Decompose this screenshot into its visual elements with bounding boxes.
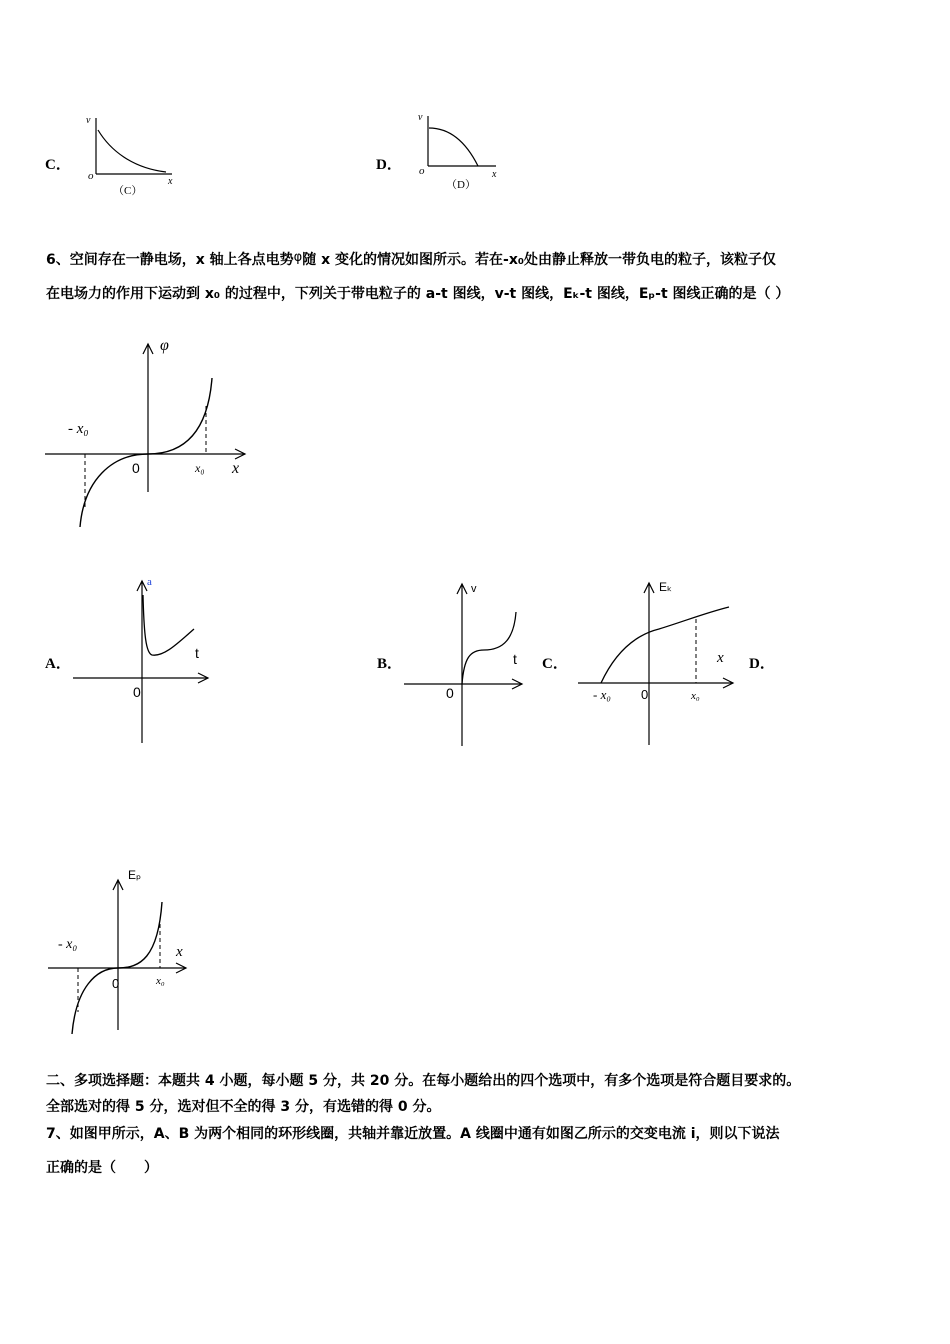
pos-x0-label: x₀: [195, 461, 205, 475]
q5-option-d-letter: D．: [376, 157, 402, 173]
y-axis-label: a: [147, 576, 152, 588]
a-t-curve: [143, 595, 194, 655]
x-axis-label: x: [232, 460, 240, 477]
origin-label: 0: [641, 687, 649, 702]
curve: [429, 128, 478, 166]
q5-option-d-graph: [410, 106, 520, 198]
section2-heading-line1: 二、多项选择题：本题共 4 小题，每小题 5 分，共 20 分。在每小题给出的四个选项中，有多个选项是符合题目要求的。: [46, 1073, 801, 1089]
q7-line1: 7、如图甲所示，A、B 为两个相同的环形线圈，共轴并靠近放置。A 线圈中通有如图乙所示的交变电流 i，则以下说法: [46, 1126, 780, 1142]
q6-line1: [46, 248, 776, 270]
x-axis-label: x: [492, 169, 497, 180]
q6-option-c-graph: [575, 575, 740, 750]
x-axis-label: x: [176, 944, 183, 960]
q6-line2: 在电场力的作用下运动到 x₀ 的过程中，下列关于带电粒子的 a-t 图线，v-t 图线，Eₖ-t 图线，Eₚ-t 图线正确的是（ ）: [46, 286, 790, 302]
q6-phi-x-graph: [40, 330, 260, 535]
x-axis-label: t: [513, 651, 517, 667]
q6-line1-part-b: 随 x 变化的情况如图所示。若在-x₀处由静止释放一带负电的粒子，该粒子仅: [302, 252, 776, 268]
q6-option-d-graph: [42, 862, 197, 1042]
origin-label: 0: [446, 685, 454, 701]
q6-phi-symbol: φ: [293, 250, 303, 265]
v-t-curve: [462, 612, 516, 684]
y-axis-label: Eₖ: [659, 580, 673, 594]
origin-label: o: [419, 165, 425, 177]
y-axis-label: φ: [160, 337, 169, 354]
q7-line2: 正确的是（ ）: [46, 1160, 158, 1176]
y-axis-label: v: [471, 583, 477, 595]
pos-x0-label: x₀: [691, 690, 700, 702]
curve: [98, 130, 166, 172]
q6-option-b-letter: B．: [377, 656, 403, 672]
q6-option-b-graph: [400, 578, 530, 748]
origin-label: 0: [112, 976, 120, 991]
q6-option-a-graph: [68, 575, 218, 750]
x-axis-label: t: [195, 645, 199, 661]
caption: （C）: [113, 185, 143, 197]
y-axis-label: v: [418, 112, 423, 123]
q5-option-c-letter: C．: [45, 157, 71, 173]
caption: （D）: [446, 179, 476, 191]
q5-option-c-graph: [80, 108, 190, 200]
q6-option-d-letter: D．: [749, 656, 775, 672]
neg-x0-label: - x₀: [68, 421, 89, 437]
q6-line1-part-a: 6、空间存在一静电场，x 轴上各点电势: [46, 252, 294, 268]
origin-label: o: [88, 170, 94, 182]
neg-x0-label: - x₀: [58, 937, 78, 952]
pos-x0-label: x₀: [156, 975, 165, 987]
neg-x0-label: - x₀: [593, 687, 611, 702]
q6-option-a-letter: A．: [45, 656, 71, 672]
y-axis-label: Eₚ: [128, 868, 142, 882]
x-axis-label: x: [168, 176, 173, 187]
section2-heading-line2: 全部选对的得 5 分，选对但不全的得 3 分，有选错的得 0 分。: [46, 1099, 441, 1115]
phi-curve: [80, 378, 212, 527]
origin-label: 0: [132, 460, 140, 476]
x-axis-label: x: [717, 650, 724, 666]
origin-label: 0: [133, 684, 141, 700]
ek-curve: [601, 607, 729, 683]
q6-option-c-letter: C．: [542, 656, 568, 672]
y-axis-label: v: [86, 115, 91, 126]
